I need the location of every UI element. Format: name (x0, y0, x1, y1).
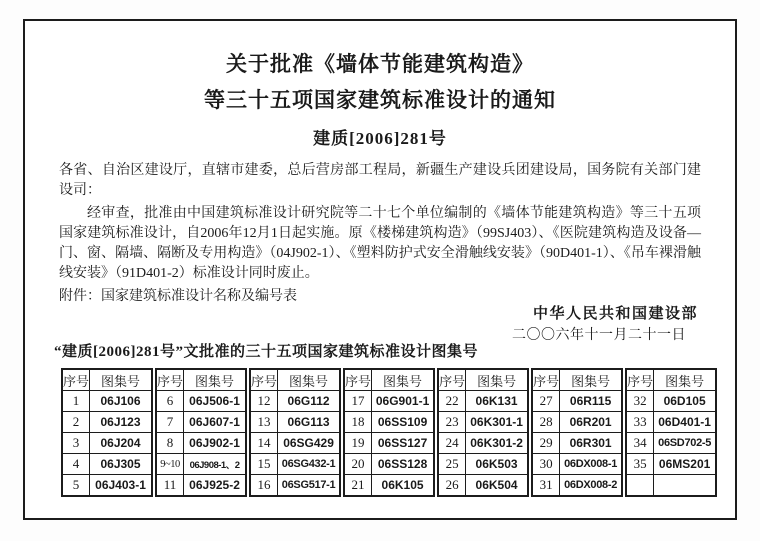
atlas-cell: 06D105 (654, 391, 717, 412)
table-row (62, 391, 152, 412)
table-row (250, 412, 340, 433)
column-header-serial: 序号 (532, 369, 560, 391)
serial-cell: 12 (250, 391, 278, 412)
atlas-cell: 06J925-2 (184, 475, 247, 497)
serial-cell: 11 (156, 475, 184, 497)
atlas-cell: 06K503 (466, 454, 529, 475)
atlas-cell: 06J908-1、2 (184, 454, 247, 475)
atlas-table-group (343, 368, 435, 497)
serial-cell: 14 (250, 433, 278, 454)
table-header-row (156, 369, 246, 391)
column-header-atlas: 图集号 (654, 369, 717, 391)
atlas-cell: 06K504 (466, 475, 529, 497)
table-row (626, 433, 716, 454)
table-row (344, 391, 434, 412)
atlas-cell: 06J106 (90, 391, 153, 412)
serial-cell: 20 (344, 454, 372, 475)
serial-cell: 7 (156, 412, 184, 433)
table-row (438, 412, 528, 433)
atlas-cell: 06MS201 (654, 454, 717, 475)
atlas-cell: 06G113 (278, 412, 341, 433)
serial-cell: 18 (344, 412, 372, 433)
table-row (626, 391, 716, 412)
table-row (532, 433, 622, 454)
serial-cell: 8 (156, 433, 184, 454)
column-header-atlas: 图集号 (278, 369, 341, 391)
table-header-row (344, 369, 434, 391)
atlas-cell: 06SG432-1 (278, 454, 341, 475)
atlas-cell: 06J204 (90, 433, 153, 454)
serial-cell: 2 (62, 412, 90, 433)
serial-cell (626, 475, 654, 497)
table-row (62, 475, 152, 497)
column-header-serial: 序号 (344, 369, 372, 391)
atlas-cell: 06K131 (466, 391, 529, 412)
atlas-cell: 06SG429 (278, 433, 341, 454)
atlas-table-group (249, 368, 341, 497)
notice-title-line1: 关于批准《墙体节能建筑构造》 (226, 52, 534, 76)
column-header-atlas: 图集号 (466, 369, 529, 391)
table-row (438, 433, 528, 454)
salutation-paragraph: 各省、自治区建设厅，直辖市建委，总后营房部工程局，新疆生产建设兵团建设局，国务院有关部门建设司： (59, 163, 701, 198)
column-header-serial: 序号 (62, 369, 90, 391)
atlas-table-group (625, 368, 717, 497)
table-row (438, 475, 528, 497)
serial-cell: 22 (438, 391, 466, 412)
serial-cell: 16 (250, 475, 278, 497)
serial-cell: 19 (344, 433, 372, 454)
column-header-serial: 序号 (156, 369, 184, 391)
table-row (626, 454, 716, 475)
table-row (344, 475, 434, 497)
atlas-cell: 06SG517-1 (278, 475, 341, 497)
atlas-cell: 06J403-1 (90, 475, 153, 497)
table-row (62, 412, 152, 433)
main-paragraph: 经审查，批准由中国建筑标准设计研究院等二十七个单位编制的《墙体节能建筑构造》等三十五项国家建筑标准设计，自2006年12月1日起实施。原《楼梯建筑构造》（99SJ403）、《医院建筑构造及设备—门、窗、隔墙、隔断及专用构造》（04J902-1）、《塑料防护式安全滑触线安装》（90D401-1）、《吊车裸滑触线安装》（91D401-2）标准设计同时废止。 (59, 206, 701, 281)
table-row (250, 475, 340, 497)
serial-cell: 29 (532, 433, 560, 454)
serial-cell: 28 (532, 412, 560, 433)
document-number: 建质[2006]281号 (313, 129, 447, 148)
serial-cell: 6 (156, 391, 184, 412)
table-row (156, 391, 246, 412)
column-header-serial: 序号 (250, 369, 278, 391)
serial-cell: 17 (344, 391, 372, 412)
serial-cell: 27 (532, 391, 560, 412)
atlas-cell: 06J506-1 (184, 391, 247, 412)
serial-cell: 32 (626, 391, 654, 412)
atlas-cell: 06J607-1 (184, 412, 247, 433)
table-row (344, 412, 434, 433)
atlas-table-group (531, 368, 623, 497)
table-row (532, 454, 622, 475)
table-row (532, 412, 622, 433)
serial-cell: 24 (438, 433, 466, 454)
serial-cell: 3 (62, 433, 90, 454)
atlas-cell: 06SS109 (372, 412, 435, 433)
table-row (156, 412, 246, 433)
issue-date: 二〇〇六年十一月二十一日 (512, 328, 686, 343)
atlas-number-table (61, 368, 717, 497)
atlas-cell: 06G112 (278, 391, 341, 412)
atlas-cell: 06R301 (560, 433, 623, 454)
atlas-cell: 06J123 (90, 412, 153, 433)
atlas-cell: 06SS128 (372, 454, 435, 475)
table-row (626, 475, 716, 497)
table-header-row (438, 369, 528, 391)
serial-cell: 31 (532, 475, 560, 497)
serial-cell: 13 (250, 412, 278, 433)
serial-cell: 9~10 (156, 454, 184, 475)
issuer-name: 中华人民共和国建设部 (532, 306, 698, 322)
table-row (532, 475, 622, 497)
table-row (156, 454, 246, 475)
table-row (250, 391, 340, 412)
table-row (250, 454, 340, 475)
column-header-atlas: 图集号 (372, 369, 435, 391)
table-row (344, 454, 434, 475)
atlas-cell: 06K301-2 (466, 433, 529, 454)
table-row (250, 433, 340, 454)
table-caption: “建质[2006]281号”文批准的三十五项国家建筑标准设计图集号 (54, 344, 478, 360)
column-header-atlas: 图集号 (560, 369, 623, 391)
serial-cell: 35 (626, 454, 654, 475)
table-row (344, 433, 434, 454)
notice-body (59, 161, 701, 307)
table-row (626, 412, 716, 433)
atlas-cell: 06K105 (372, 475, 435, 497)
atlas-cell: 06J305 (90, 454, 153, 475)
atlas-table-group (61, 368, 153, 497)
table-row (62, 454, 152, 475)
atlas-cell: 06DX008-2 (560, 475, 623, 497)
serial-cell: 25 (438, 454, 466, 475)
serial-cell: 4 (62, 454, 90, 475)
table-header-row (626, 369, 716, 391)
atlas-cell: 06R115 (560, 391, 623, 412)
serial-cell: 15 (250, 454, 278, 475)
atlas-cell: 06SD702-5 (654, 433, 717, 454)
serial-cell: 5 (62, 475, 90, 497)
atlas-cell: 06R201 (560, 412, 623, 433)
serial-cell: 33 (626, 412, 654, 433)
serial-cell: 34 (626, 433, 654, 454)
table-row (438, 391, 528, 412)
atlas-cell: 06DX008-1 (560, 454, 623, 475)
atlas-cell: 06SS127 (372, 433, 435, 454)
column-header-atlas: 图集号 (184, 369, 247, 391)
atlas-table-group (437, 368, 529, 497)
serial-cell: 1 (62, 391, 90, 412)
column-header-atlas: 图集号 (90, 369, 153, 391)
table-row (62, 433, 152, 454)
table-row (532, 391, 622, 412)
atlas-cell: 06J902-1 (184, 433, 247, 454)
table-header-row (250, 369, 340, 391)
serial-cell: 30 (532, 454, 560, 475)
atlas-cell: 06K301-1 (466, 412, 529, 433)
table-header-row (532, 369, 622, 391)
attachment-note: 附件：国家建筑标准设计名称及编号表 (59, 289, 297, 304)
column-header-serial: 序号 (626, 369, 654, 391)
notice-title-line2: 等三十五项国家建筑标准设计的通知 (204, 88, 556, 112)
serial-cell: 26 (438, 475, 466, 497)
table-row (438, 454, 528, 475)
table-row (156, 475, 246, 497)
atlas-cell (654, 475, 717, 497)
serial-cell: 21 (344, 475, 372, 497)
atlas-cell: 06G901-1 (372, 391, 435, 412)
serial-cell: 23 (438, 412, 466, 433)
column-header-serial: 序号 (438, 369, 466, 391)
table-row (156, 433, 246, 454)
atlas-cell: 06D401-1 (654, 412, 717, 433)
atlas-table-group (155, 368, 247, 497)
table-header-row (62, 369, 152, 391)
